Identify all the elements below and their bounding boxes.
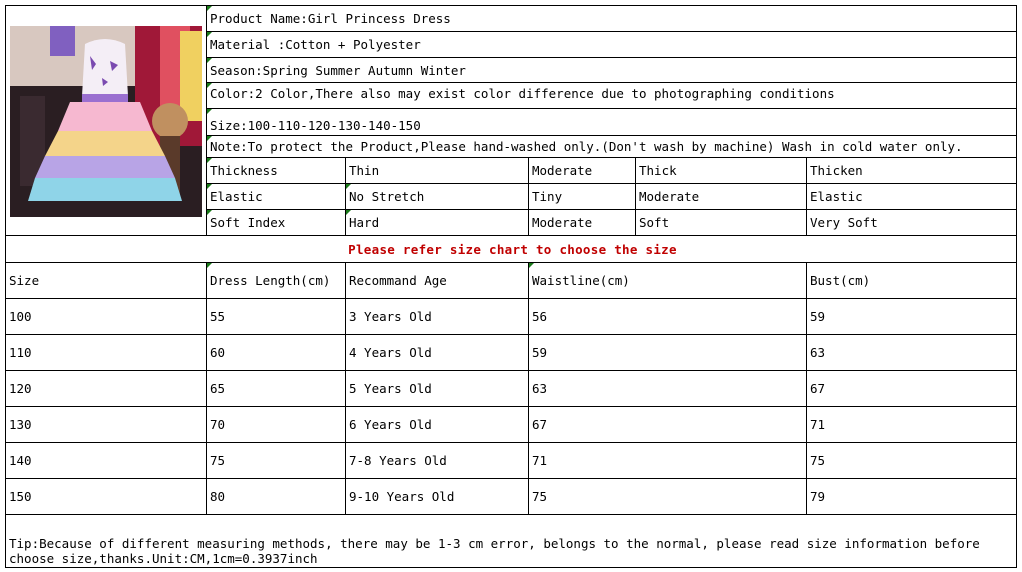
material-row bbox=[207, 32, 1016, 58]
size-row-150 bbox=[6, 479, 1016, 515]
attr-label: Soft Index bbox=[207, 210, 346, 235]
cell-size: 100 bbox=[6, 299, 207, 334]
cell-bust: 59 bbox=[810, 309, 826, 324]
cell-age: 5 Years Old bbox=[346, 371, 529, 406]
col-header-waistline: Waistline(cm) bbox=[529, 263, 807, 298]
care-note: Note:To protect the Product,Please hand-washed only.(Don't wash by machine) Wash in cold water only. bbox=[207, 136, 1016, 157]
size-chart-header bbox=[6, 263, 1016, 299]
cell-age: 6 Years Old bbox=[346, 407, 529, 442]
cell-bust: 71 bbox=[810, 417, 826, 432]
size-row-110 bbox=[6, 335, 1016, 371]
cell-length: 65 bbox=[207, 371, 346, 406]
cell-age: 7-8 Years Old bbox=[346, 443, 529, 478]
cell-bust: 79 bbox=[810, 489, 826, 504]
cell-size: 150 bbox=[6, 479, 207, 514]
note-row bbox=[207, 136, 1016, 158]
tip-row bbox=[6, 515, 1016, 567]
cell-size: 130 bbox=[6, 407, 207, 442]
dress-illustration bbox=[10, 26, 202, 217]
size-row-100 bbox=[6, 299, 1016, 335]
attr-value: Elastic bbox=[810, 189, 863, 204]
size-row-130 bbox=[6, 407, 1016, 443]
size-chart-notice: Please refer size chart to choose the size bbox=[348, 241, 677, 257]
cell-length: 55 bbox=[207, 299, 346, 334]
cell-length: 70 bbox=[207, 407, 346, 442]
cell-age: 4 Years Old bbox=[346, 335, 529, 370]
cell-size: 140 bbox=[6, 443, 207, 478]
cell-bust: 75 bbox=[810, 453, 826, 468]
size-info-sheet bbox=[5, 5, 1017, 568]
size-row-140 bbox=[6, 443, 1016, 479]
cell-waistline: 75 bbox=[529, 479, 807, 514]
size-chart-notice-row bbox=[6, 236, 1016, 263]
cell-bust: 67 bbox=[810, 381, 826, 396]
color-row bbox=[207, 83, 1016, 109]
measurement-tip: Tip:Because of different measuring methods, there may be 1-3 cm error, belongs to the normal, please read size information before choose size,thanks.Unit:CM,1cm=0.3937inch bbox=[9, 536, 980, 566]
cell-length: 80 bbox=[207, 479, 346, 514]
cell-waistline: 56 bbox=[529, 299, 807, 334]
attr-value: Thicken bbox=[810, 163, 863, 178]
cell-size: 120 bbox=[6, 371, 207, 406]
attr-label: Elastic bbox=[207, 184, 346, 209]
cell-length: 75 bbox=[207, 443, 346, 478]
attr-value: Thin bbox=[346, 158, 529, 183]
attr-value: Tiny bbox=[529, 184, 636, 209]
product-name: Product Name:Girl Princess Dress bbox=[207, 6, 1016, 31]
cell-waistline: 67 bbox=[529, 407, 807, 442]
attr-value: Hard bbox=[346, 210, 529, 235]
cell-waistline: 59 bbox=[529, 335, 807, 370]
size-row-120 bbox=[6, 371, 1016, 407]
attribute-row-elastic bbox=[207, 184, 1016, 210]
cell-age: 9-10 Years Old bbox=[346, 479, 529, 514]
cell-bust: 63 bbox=[810, 345, 826, 360]
col-header-size: Size bbox=[6, 263, 207, 298]
attr-value: Soft bbox=[636, 210, 807, 235]
attr-value: Moderate bbox=[529, 158, 636, 183]
product-name-row bbox=[207, 6, 1016, 32]
season-row bbox=[207, 58, 1016, 83]
cell-length: 60 bbox=[207, 335, 346, 370]
attribute-row-thickness bbox=[207, 158, 1016, 184]
size-range-row bbox=[207, 109, 1016, 136]
attr-value: Very Soft bbox=[810, 215, 878, 230]
attr-label: Thickness bbox=[207, 158, 346, 183]
col-header-length: Dress Length(cm) bbox=[207, 263, 346, 298]
product-photo bbox=[6, 6, 207, 236]
attr-value: Moderate bbox=[636, 184, 807, 209]
col-header-age: Recommand Age bbox=[346, 263, 529, 298]
cell-waistline: 71 bbox=[529, 443, 807, 478]
color-info: Color:2 Color,There also may exist color difference due to photographing conditions bbox=[207, 83, 1016, 108]
material: Material :Cotton + Polyester bbox=[207, 32, 1016, 57]
col-header-bust: Bust(cm) bbox=[810, 273, 871, 288]
cell-waistline: 63 bbox=[529, 371, 807, 406]
attr-value: Moderate bbox=[529, 210, 636, 235]
cell-age: 3 Years Old bbox=[346, 299, 529, 334]
cell-size: 110 bbox=[6, 335, 207, 370]
attribute-row-soft-index bbox=[207, 210, 1016, 236]
season: Season:Spring Summer Autumn Winter bbox=[207, 58, 1016, 82]
size-range: Size:100-110-120-130-140-150 bbox=[207, 109, 1016, 135]
attr-value: No Stretch bbox=[346, 184, 529, 209]
attr-value: Thick bbox=[636, 158, 807, 183]
